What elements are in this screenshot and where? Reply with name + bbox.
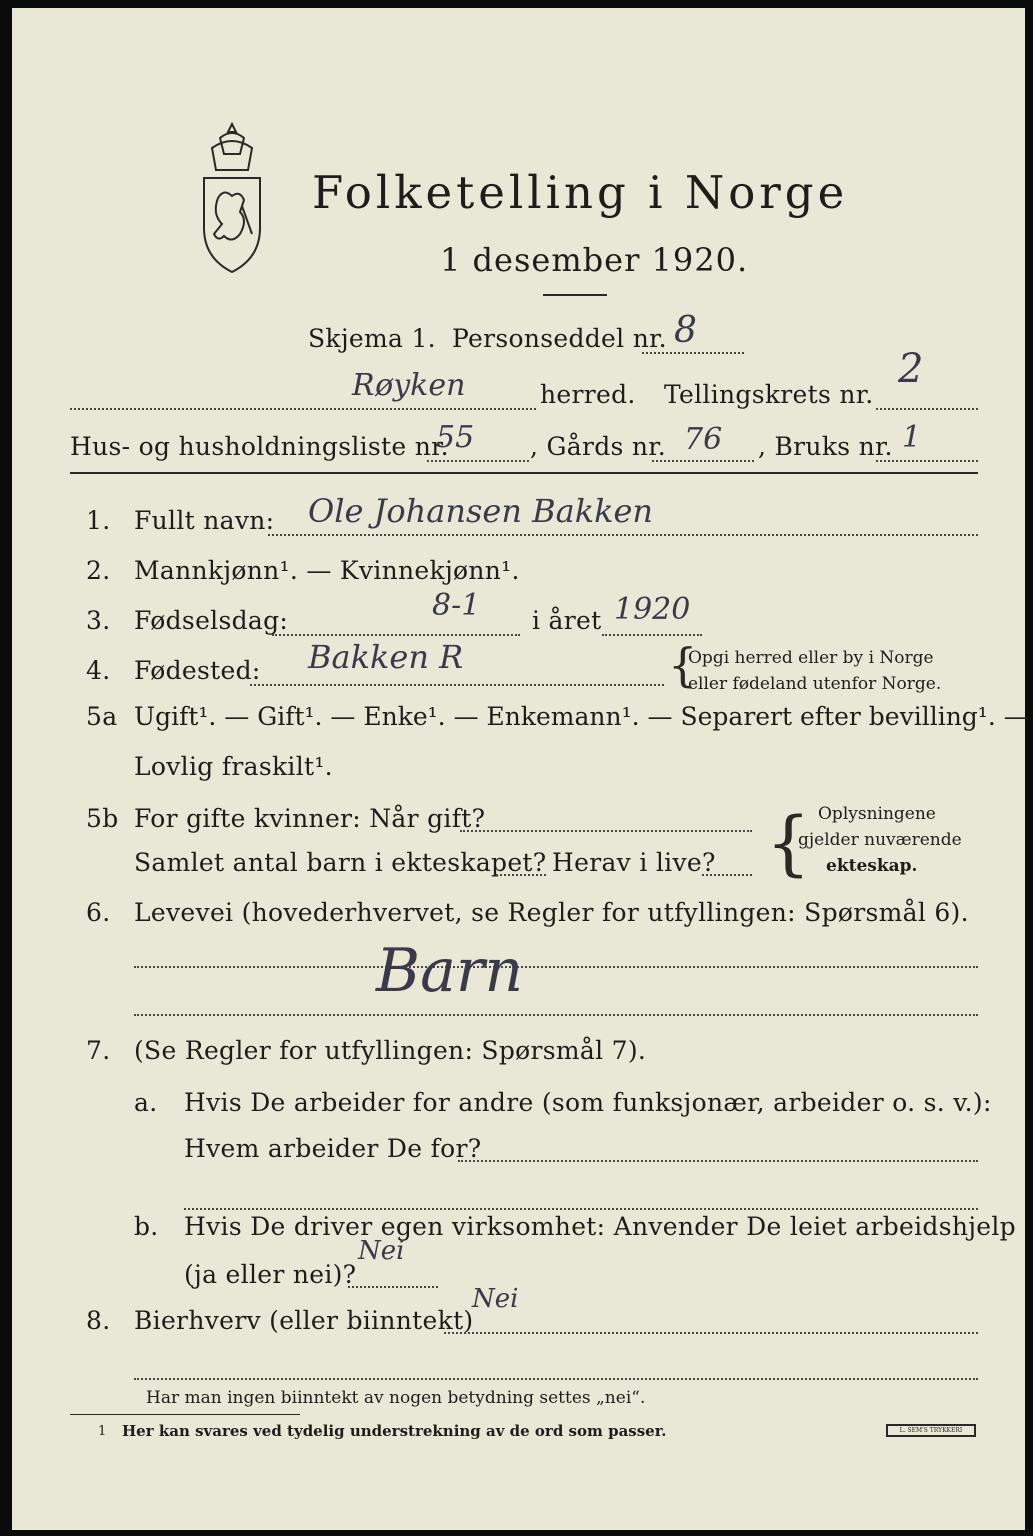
census-form-page (12, 8, 1029, 1530)
herred-label: herred. (540, 380, 636, 409)
tellingskrets-value: 2 (898, 346, 924, 392)
footnote-mark: 1 (98, 1424, 107, 1439)
personseddel-value: 8 (674, 310, 697, 351)
q3-label: Fødselsdag: (134, 606, 289, 635)
q1-number: 1. (86, 506, 111, 535)
census-date: 1 desember 1920. (440, 241, 749, 279)
q6-line-2 (134, 1014, 978, 1016)
q3-value: 8-1 (432, 588, 481, 623)
q8-line (444, 1332, 978, 1334)
q5b-children-line (496, 874, 546, 876)
q5b-line2-children: Samlet antal barn i ekteskapet? (134, 848, 547, 877)
tellingskrets-label: Tellingskrets nr. (664, 380, 874, 409)
page-title: Folketelling i Norge (312, 166, 849, 219)
q4-label: Fødested: (134, 656, 261, 685)
q7a-employer-line-2 (184, 1208, 978, 1210)
header-divider (70, 472, 978, 474)
bruks-label: , Bruks nr. (758, 432, 893, 461)
tellingskrets-line (876, 408, 978, 410)
q5b-number: 5b (86, 804, 119, 833)
q7b-answer-line (348, 1286, 438, 1288)
q4-note-brace: { (668, 638, 698, 692)
herred-value: Røyken (352, 368, 466, 403)
q7b-letter: b. (134, 1212, 159, 1241)
printer-stamp-text: L. SEM'S TRYKKERI (899, 1427, 963, 1434)
q8-line-2 (134, 1378, 978, 1380)
q5b-note-line3: ekteskap. (826, 856, 918, 876)
gards-value: 76 (684, 422, 723, 457)
q2-number: 2. (86, 556, 111, 585)
skjema-label: Skjema 1. (308, 324, 436, 353)
q4-value: Bakken R (308, 638, 464, 676)
q8-label: Bierhverv (eller biinntekt) (134, 1306, 474, 1335)
q7-number: 7. (86, 1036, 111, 1065)
bruks-value: 1 (902, 420, 922, 455)
q1-line (268, 534, 978, 536)
q5b-line2-alive: Herav i live? (552, 848, 716, 877)
herred-line (70, 408, 536, 410)
q3-number: 3. (86, 606, 111, 635)
q1-value: Ole Johansen Bakken (308, 492, 654, 530)
q5b-note-line2: gjelder nuværende (798, 830, 962, 850)
q5a-options-line1: Ugift¹. — Gift¹. — Enke¹. — Enkemann¹. — Separert efter bevilling¹. — (134, 702, 1029, 731)
biinntekt-note: Har man ingen biinntekt av nogen betydning settes „nei“. (146, 1388, 646, 1408)
q4-note-line1: Opgi herred eller by i Norge (688, 648, 934, 668)
q5b-alive-line (702, 874, 752, 876)
q4-note-line2: eller fødeland utenfor Norge. (688, 674, 942, 694)
q4-number: 4. (86, 656, 111, 685)
footnote-text: Her kan svares ved tydelig understrekning av de ord som passer. (122, 1422, 667, 1440)
personseddel-line (642, 352, 744, 354)
norway-coat-of-arms-icon (190, 120, 274, 280)
q7b-value: Nei (358, 1236, 405, 1266)
q4-line (250, 684, 664, 686)
title-divider (543, 294, 607, 296)
q8-value: Nei (472, 1284, 519, 1314)
personseddel-label: Personseddel nr. (452, 324, 667, 353)
q6-line-1 (134, 966, 978, 968)
q7a-employer-line-1 (458, 1160, 978, 1162)
q7-label: (Se Regler for utfyllingen: Spørsmål 7). (134, 1036, 647, 1065)
q2-label: Mannkjønn¹. — Kvinnekjønn¹. (134, 556, 520, 585)
q6-number: 6. (86, 898, 111, 927)
q7a-line1: Hvis De arbeider for andre (som funksjonær, arbeider o. s. v.): (184, 1088, 992, 1117)
q7a-letter: a. (134, 1088, 158, 1117)
q1-label: Fullt navn: (134, 506, 275, 535)
q6-value: Barn (376, 936, 524, 1006)
q6-label: Levevei (hovederhvervet, se Regler for utfyllingen: Spørsmål 6). (134, 898, 969, 927)
q3-year-label: i året (532, 606, 602, 635)
q7a-line2: Hvem arbeider De for? (184, 1134, 482, 1163)
hus-label: Hus- og husholdningsliste nr. (70, 432, 449, 461)
q3-day-line (272, 634, 520, 636)
q3-year-value: 1920 (614, 592, 691, 627)
q7b-line2: (ja eller nei)? (184, 1260, 357, 1289)
q5a-options-line2: Lovlig fraskilt¹. (134, 752, 333, 781)
q5b-note-line1: Oplysningene (818, 804, 936, 824)
q5b-line1: For gifte kvinner: Når gift? (134, 804, 486, 833)
hus-value: 55 (436, 420, 475, 455)
gards-line (652, 460, 754, 462)
hus-line (427, 460, 529, 462)
q3-year-line (602, 634, 702, 636)
gards-label: , Gårds nr. (530, 432, 667, 461)
q5b-note-brace: { (766, 802, 811, 884)
bruks-line (876, 460, 978, 462)
footnote-divider (70, 1414, 300, 1415)
printer-stamp (886, 1424, 976, 1437)
q8-number: 8. (86, 1306, 111, 1335)
q7b-line1: Hvis De driver egen virksomhet: Anvender De leiet arbeidshjelp (184, 1212, 1016, 1241)
q5b-when-line (460, 830, 752, 832)
q5a-number: 5a (86, 702, 118, 731)
